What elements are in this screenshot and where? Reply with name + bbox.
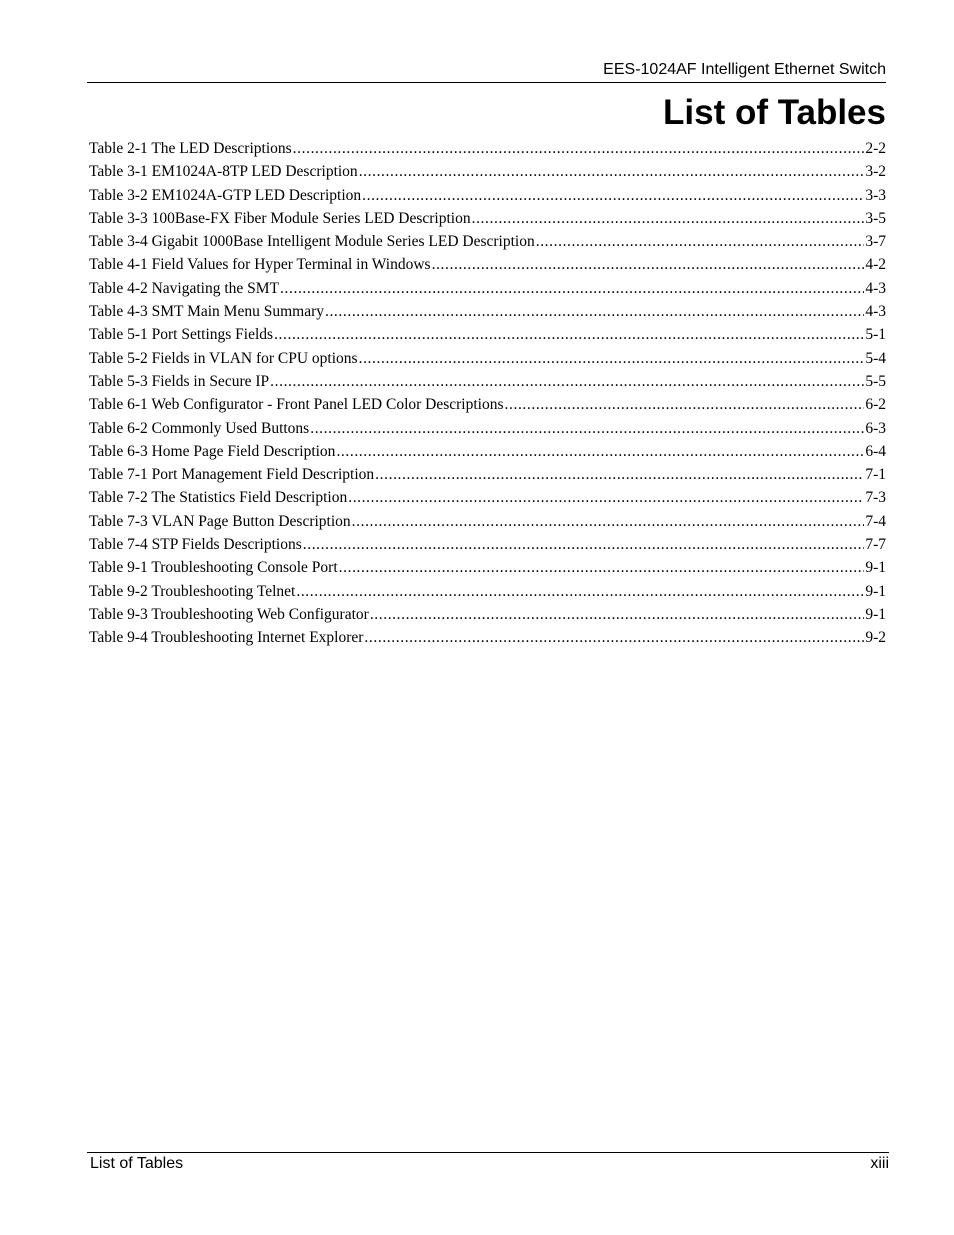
toc-entry-page: 3-5: [865, 209, 886, 227]
toc-entry[interactable]: [89, 417, 886, 440]
toc-entry-page: 9-1: [865, 582, 886, 600]
toc-entry-page: 4-3: [865, 279, 886, 297]
toc-entry-label: Table 3-2 EM1024A-GTP LED Description: [89, 186, 362, 204]
toc-entry-page: 9-2: [865, 629, 886, 647]
toc-dot-leader: [370, 603, 865, 626]
toc-entry-page: 4-3: [865, 303, 886, 321]
toc-entry-label: Table 5-3 Fields in Secure IP: [89, 372, 270, 390]
toc-entry-page: 6-4: [865, 442, 886, 460]
toc-entry-page: 9-1: [865, 605, 886, 623]
toc-entry-page: 5-5: [865, 372, 886, 390]
toc-dot-leader: [339, 556, 865, 579]
toc-entry-page: 3-7: [865, 233, 886, 251]
toc-dot-leader: [359, 160, 865, 183]
toc-entry-label: Table 7-3 VLAN Page Button Description: [89, 512, 351, 530]
toc-entry-page: 9-1: [865, 559, 886, 577]
toc-entry[interactable]: [89, 370, 886, 393]
toc-entry[interactable]: [89, 207, 886, 230]
toc-entry[interactable]: [89, 486, 886, 509]
toc-entry-label: Table 6-3 Home Page Field Description: [89, 442, 336, 460]
toc-dot-leader: [280, 277, 864, 300]
toc-entry-page: 5-1: [865, 326, 886, 344]
toc-entry-page: 3-3: [865, 186, 886, 204]
toc-entry[interactable]: [89, 230, 886, 253]
toc-entry-page: 3-2: [865, 163, 886, 181]
toc-entry-label: Table 7-2 The Statistics Field Description: [89, 489, 348, 507]
toc-entry[interactable]: [89, 323, 886, 346]
toc-entry[interactable]: [89, 510, 886, 533]
toc-entry-label: Table 6-1 Web Configurator - Front Panel LED Color Descriptions: [89, 396, 504, 414]
toc-entry-label: Table 6-2 Commonly Used Buttons: [89, 419, 310, 437]
toc-entry-label: Table 3-3 100Base-FX Fiber Module Series LED Description: [89, 209, 471, 227]
toc-entry[interactable]: [89, 580, 886, 603]
toc-dot-leader: [375, 463, 864, 486]
footer-page-number: xiii: [870, 1155, 889, 1172]
running-header-title: EES-1024AF Intelligent Ethernet Switch: [603, 61, 886, 78]
toc-dot-leader: [270, 370, 864, 393]
toc-entry[interactable]: [89, 347, 886, 370]
toc-entry[interactable]: [89, 603, 886, 626]
toc-entry-label: Table 3-1 EM1024A-8TP LED Description: [89, 163, 358, 181]
toc-entry-label: Table 3-4 Gigabit 1000Base Intelligent Module Series LED Description: [89, 233, 535, 251]
toc-entry[interactable]: [89, 160, 886, 183]
toc-entry-label: Table 4-1 Field Values for Hyper Terminal in Windows: [89, 256, 431, 274]
toc-dot-leader: [274, 323, 864, 346]
page-title: List of Tables: [663, 93, 886, 132]
toc-entry[interactable]: [89, 626, 886, 649]
table-of-tables-list: [89, 137, 886, 650]
toc-dot-leader: [362, 184, 864, 207]
toc-entry-label: Table 4-2 Navigating the SMT: [89, 279, 280, 297]
toc-entry[interactable]: [89, 184, 886, 207]
toc-entry-page: 7-7: [865, 536, 886, 554]
toc-entry-label: Table 9-1 Troubleshooting Console Port: [89, 559, 338, 577]
toc-dot-leader: [536, 230, 865, 253]
header-divider: [87, 82, 886, 83]
toc-entry-label: Table 7-4 STP Fields Descriptions: [89, 536, 302, 554]
toc-entry-page: 7-4: [865, 512, 886, 530]
toc-entry[interactable]: [89, 277, 886, 300]
toc-dot-leader: [352, 510, 865, 533]
footer-divider: [87, 1152, 889, 1153]
toc-entry[interactable]: [89, 393, 886, 416]
toc-dot-leader: [310, 417, 864, 440]
toc-dot-leader: [336, 440, 864, 463]
footer-section-title: List of Tables: [90, 1155, 184, 1172]
toc-entry-label: Table 9-4 Troubleshooting Internet Explorer: [89, 629, 364, 647]
toc-entry-label: Table 4-3 SMT Main Menu Summary: [89, 303, 324, 321]
toc-entry-label: Table 2-1 The LED Descriptions: [89, 140, 292, 157]
toc-entry-page: 6-2: [865, 396, 886, 414]
toc-entry[interactable]: [89, 253, 886, 276]
toc-entry-page: 7-3: [865, 489, 886, 507]
toc-dot-leader: [303, 533, 865, 556]
toc-entry-label: Table 9-3 Troubleshooting Web Configurator: [89, 605, 369, 623]
toc-dot-leader: [359, 347, 865, 370]
toc-entry-page: 7-1: [865, 466, 886, 484]
toc-dot-leader: [296, 580, 864, 603]
toc-entry[interactable]: [89, 556, 886, 579]
toc-dot-leader: [325, 300, 864, 323]
toc-dot-leader: [348, 486, 864, 509]
toc-entry[interactable]: [89, 137, 886, 160]
toc-dot-leader: [432, 253, 865, 276]
toc-entry-label: Table 5-2 Fields in VLAN for CPU options: [89, 349, 358, 367]
toc-dot-leader: [293, 137, 865, 160]
toc-entry-page: 2-2: [865, 140, 886, 157]
toc-entry[interactable]: [89, 440, 886, 463]
toc-entry[interactable]: [89, 300, 886, 323]
toc-dot-leader: [364, 626, 864, 649]
toc-dot-leader: [472, 207, 865, 230]
toc-entry-page: 4-2: [865, 256, 886, 274]
toc-entry-page: 5-4: [865, 349, 886, 367]
toc-entry-label: Table 7-1 Port Management Field Description: [89, 466, 375, 484]
toc-entry-label: Table 9-2 Troubleshooting Telnet: [89, 582, 296, 600]
toc-entry-page: 6-3: [865, 419, 886, 437]
toc-entry[interactable]: [89, 463, 886, 486]
toc-dot-leader: [505, 393, 865, 416]
toc-entry-label: Table 5-1 Port Settings Fields: [89, 326, 274, 344]
toc-entry[interactable]: [89, 533, 886, 556]
